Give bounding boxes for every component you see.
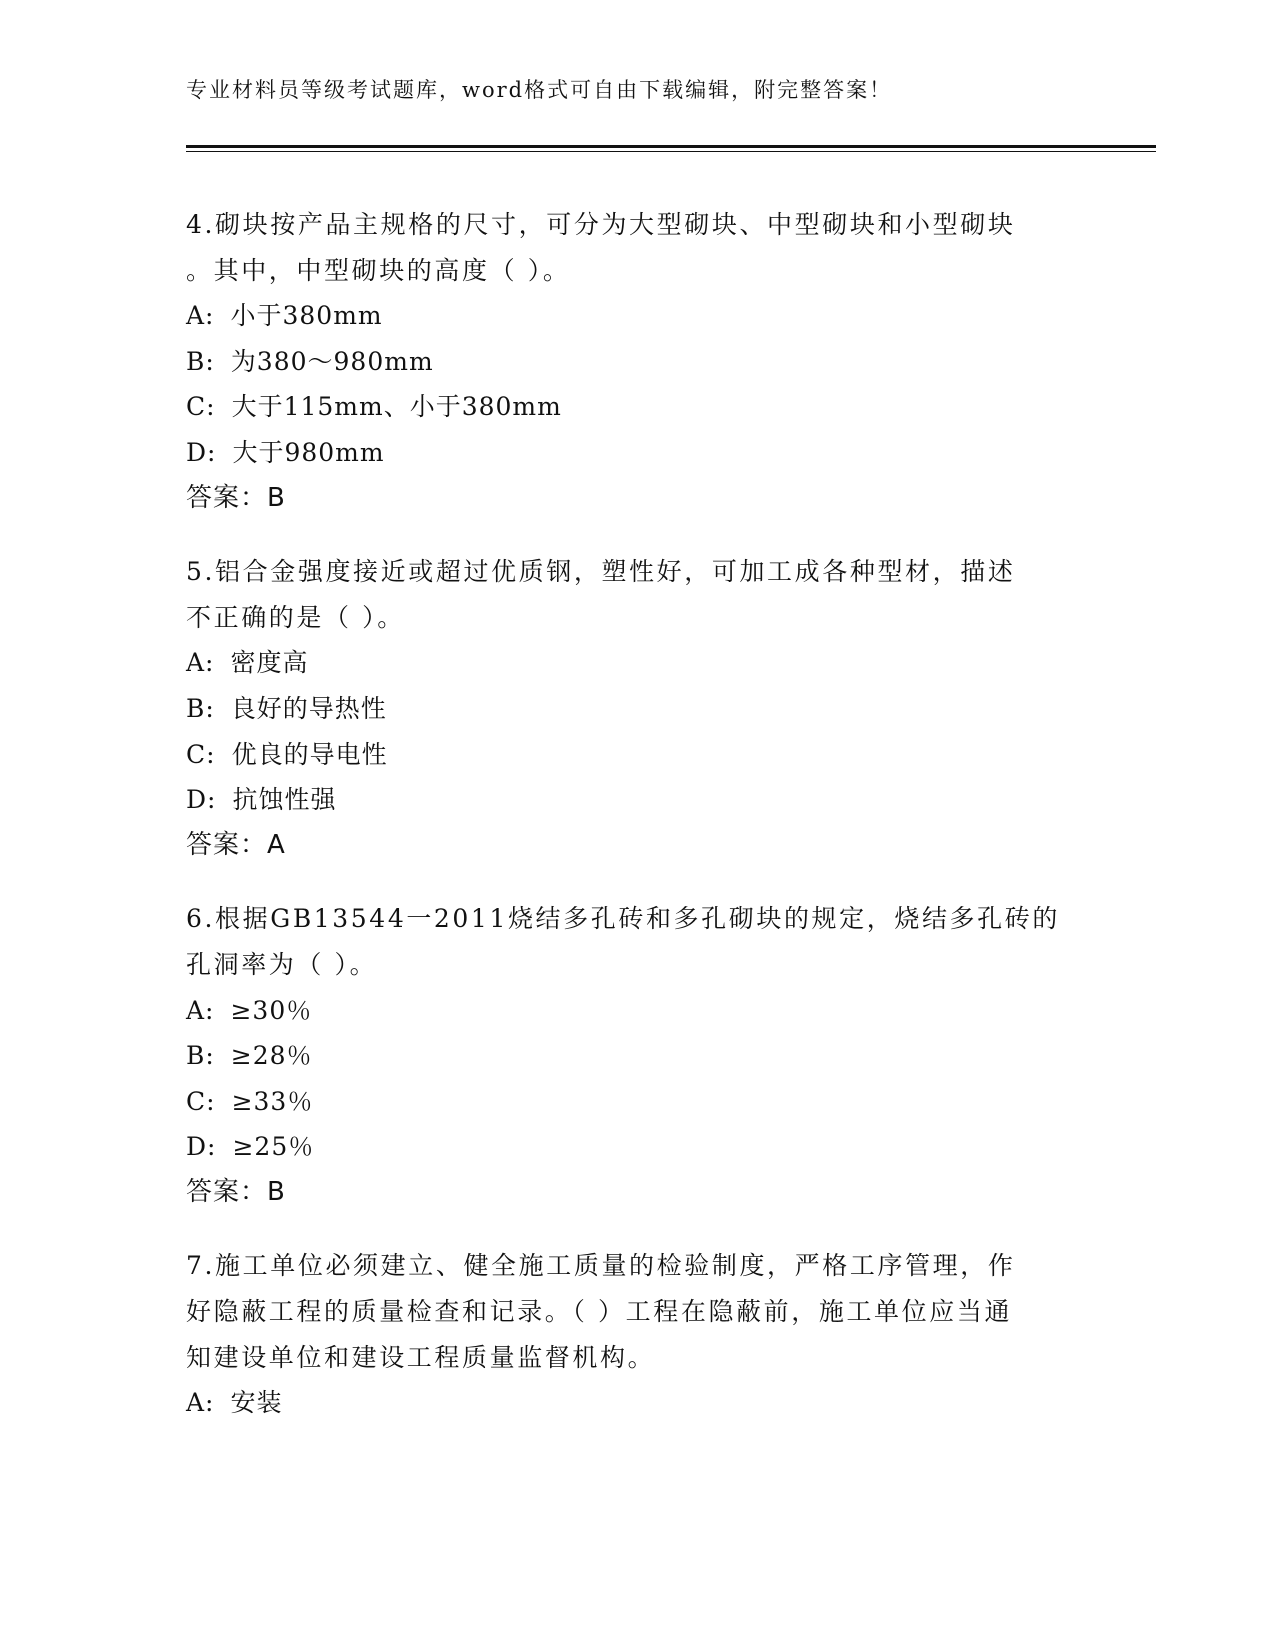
option-text: 优良的导电性: [231, 739, 388, 769]
option-text: 小于380mm: [230, 301, 383, 331]
option-row: [186, 339, 1086, 385]
option-text: 良好的导热性: [230, 693, 387, 723]
question-stem-line: 7.施工单位必须建立、健全施工质量的检验制度，严格工序管理，作: [186, 1251, 1016, 1281]
option-row: [186, 988, 1086, 1034]
option-text: ≥30％: [230, 995, 313, 1025]
answer-line: 答案：B: [186, 1176, 286, 1207]
option-row: [186, 777, 1086, 823]
option-row: [186, 640, 1086, 686]
option-key: C:: [186, 392, 216, 422]
question-stem-line: 好隐蔽工程的质量检查和记录。（ ）工程在隐蔽前，施工单位应当通: [186, 1297, 1013, 1327]
option-key: A:: [186, 1388, 215, 1418]
question-stem-line: 6.根据GB13544一2011烧结多孔砖和多孔砌块的规定，烧结多孔砖的: [186, 904, 1060, 934]
option-key: D:: [186, 785, 217, 815]
option-text: 抗蚀性强: [232, 785, 337, 815]
option-key: B:: [186, 693, 215, 723]
option-key: A:: [186, 648, 215, 678]
option-key: C:: [186, 1086, 216, 1116]
option-key: A:: [186, 995, 215, 1025]
question-stem-line: 知建设单位和建设工程质量监督机构。: [186, 1342, 656, 1372]
question-block: [186, 549, 1086, 868]
page-header: 专业材料员等级考试题库，word格式可自由下载编辑，附完整答案！: [186, 78, 893, 102]
option-row: [186, 384, 1086, 430]
question-stem-line: 4.砌块按产品主规格的尺寸，可分为大型砌块、中型砌块和小型砌块: [186, 210, 1016, 239]
option-text: 密度高: [230, 648, 309, 678]
question-block: [186, 896, 1086, 1215]
option-row: [186, 686, 1086, 732]
header-rule-thin: [186, 151, 1156, 152]
option-text: 大于115mm、小于380mm: [231, 392, 562, 422]
option-text: 大于980mm: [232, 437, 385, 467]
option-row: [186, 732, 1086, 778]
option-row: [186, 1380, 1086, 1426]
answer-line: 答案：A: [186, 829, 286, 860]
option-row: [186, 293, 1086, 339]
option-key: C:: [186, 739, 216, 769]
option-row: [186, 1079, 1086, 1125]
option-text: ≥28％: [230, 1041, 313, 1071]
option-text: 为380～980mm: [230, 346, 434, 376]
question-block: [186, 202, 1086, 521]
question-stem-line: 不正确的是（ ）。: [186, 602, 405, 632]
option-text: 安装: [230, 1388, 283, 1418]
option-row: [186, 430, 1086, 476]
header-rule-thick: [186, 145, 1156, 148]
option-key: B:: [186, 346, 215, 376]
option-row: [186, 1033, 1086, 1079]
question-stem-line: 孔洞率为（ ）。: [186, 949, 378, 979]
question-stem-line: 。其中，中型砌块的高度（ ）。: [186, 255, 571, 285]
option-key: D:: [186, 1132, 217, 1162]
question-block: [186, 1243, 1086, 1425]
option-key: D:: [186, 437, 217, 467]
option-text: ≥33％: [231, 1086, 314, 1116]
option-key: B:: [186, 1041, 215, 1071]
question-list: [186, 202, 1086, 1454]
option-key: A:: [186, 301, 215, 331]
answer-line: 答案：B: [186, 482, 286, 513]
question-stem-line: 5.铝合金强度接近或超过优质钢，塑性好，可加工成各种型材，描述: [186, 557, 1016, 587]
option-row: [186, 1124, 1086, 1170]
option-text: ≥25％: [232, 1132, 315, 1162]
